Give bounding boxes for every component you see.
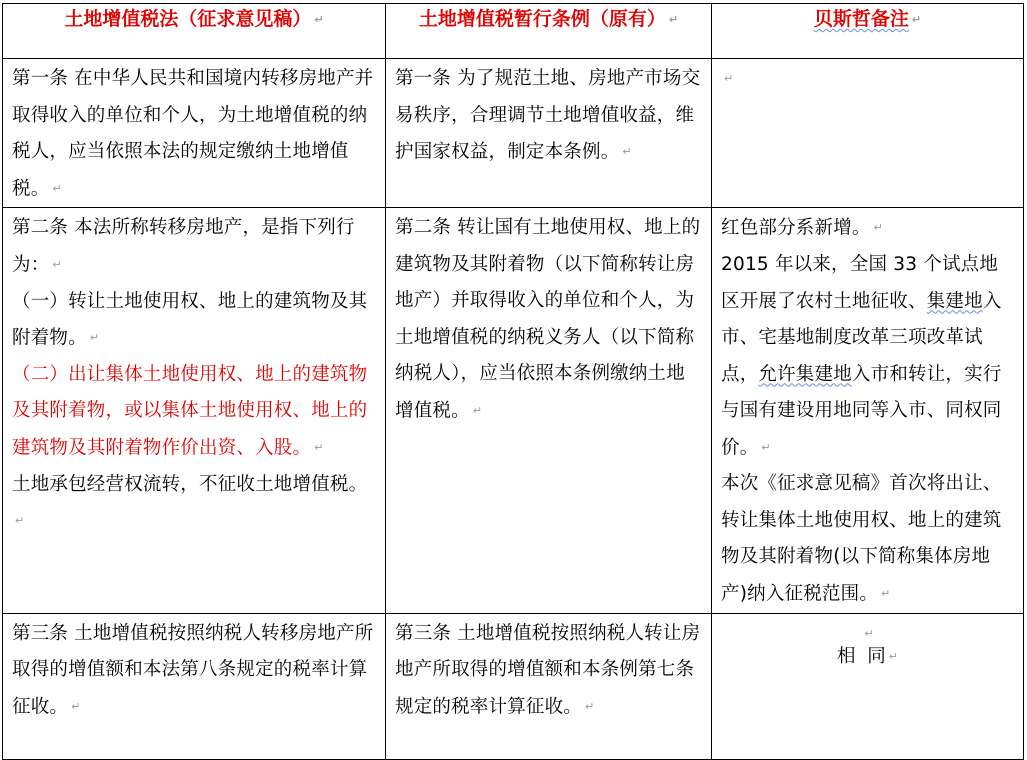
draft-article-2-item-1: （一）转让土地使用权、地上的建筑物及其附着物。: [12, 290, 368, 349]
comparison-table: [2, 3, 1024, 760]
cell-draft-article-1: [3, 59, 386, 208]
cell-draft-article-3: [3, 613, 386, 759]
table-row: [3, 208, 1024, 613]
draft-article-1-text: 第一条 在中华人民共和国境内转移房地产并取得收入的单位和个人，为土地增值税的纳税人，应当依照本法的规定缴纳土地增值税。: [12, 68, 374, 199]
paragraph-mark-icon: ↵: [472, 403, 483, 417]
header-interim-regulation: [386, 4, 712, 59]
paragraph-mark-icon: ↵: [314, 440, 324, 454]
draft-article-3-text: 第三条 土地增值税按照纳税人转移房地产所取得的增值额和本法第八条规定的税率计算征收。: [12, 622, 374, 717]
table-row: [3, 59, 1024, 208]
header-draft-law: [3, 4, 386, 59]
note-article-2-p2-d: 允许集建地: [758, 363, 852, 385]
cell-original-article-2: [386, 208, 712, 613]
paragraph-mark-icon: ↵: [873, 221, 884, 235]
paragraph-mark-icon: ↵: [881, 586, 891, 600]
cell-draft-article-2: [3, 208, 386, 613]
paragraph-mark-icon: ↵: [585, 699, 595, 713]
paragraph-mark-icon: ↵: [89, 331, 100, 344]
draft-article-2-item-2-new: （二）出让集体土地使用权、地上的建筑物及其附着物，或以集体土地使用权、地上的建筑物及其附着物作价出资、入股。: [12, 363, 368, 458]
paragraph-mark-icon: ↵: [15, 514, 25, 527]
note-article-2-p2-a: 2015 年以来，全国 33 个试点地区开展了农村土地征收、: [721, 254, 999, 312]
original-article-3-text: 第三条 土地增值税按照纳税人转让房地产所取得的增值额和本条例第七条规定的税率计算征收。: [395, 622, 701, 717]
header-notes: [712, 4, 1024, 59]
note-article-2-p3: 本次《征求意见稿》首次将出让、转让集体土地使用权、地上的建筑物及其附着物(以下简称集体房地产)纳入征税范围。: [721, 473, 1002, 604]
cell-note-article-1: [712, 59, 1024, 208]
paragraph-mark-icon: ↵: [52, 181, 62, 195]
draft-article-2-tail: 土地承包经营权流转，不征收土地增值税。: [12, 473, 368, 495]
note-article-2-line-1: 红色部分系新增。: [721, 217, 871, 239]
paragraph-mark-icon: ↵: [761, 440, 771, 454]
cell-note-article-2: [712, 208, 1024, 613]
table-row: [3, 613, 1024, 759]
paragraph-mark-icon: ↵: [622, 145, 632, 158]
paragraph-mark-icon: ↵: [668, 13, 679, 26]
original-article-2-text: 第二条 转让国有土地使用权、地上的建筑物及其附着物（以下简称转让房地产）并取得收入的单位和个人，为土地增值税的纳税义务人（以下简称纳税人），应当依照本条例缴纳土地增值税。: [395, 217, 701, 421]
paragraph-mark-icon: ↵: [888, 649, 898, 663]
header-interim-regulation-text: 土地增值税暂行条例（原有）: [418, 8, 666, 30]
paragraph-mark-icon: ↵: [52, 257, 62, 271]
paragraph-mark-icon: ↵: [314, 13, 324, 26]
header-row: [3, 4, 1024, 59]
cell-note-article-3: [712, 613, 1024, 759]
paragraph-mark-icon: ↵: [71, 699, 81, 713]
paragraph-mark-icon: ↵: [911, 13, 922, 26]
note-article-2-p2-c: 入市、宅基地制度改革三项改革试点，: [721, 290, 1002, 385]
note-article-3-text: 相 同: [837, 645, 886, 667]
header-notes-text: 贝斯哲备注: [813, 8, 909, 30]
paragraph-mark-icon: ↵: [724, 72, 734, 85]
original-article-1-text: 第一条 为了规范土地、房地产市场交易秩序，合理调节土地增值收益，维护国家权益，制定本条例。: [395, 68, 701, 163]
note-article-2-p2-b: 集建地: [926, 290, 983, 312]
paragraph-mark-icon: ↵: [864, 626, 874, 640]
note-article-2-p2-e: 入市和转让，实行与国有建设用地同等入市、同权同价。: [721, 363, 1002, 458]
draft-article-2-intro: 第二条 本法所称转移房地产，是指下列行为：: [12, 217, 355, 275]
header-draft-law-text: 土地增值税法（征求意见稿）: [64, 8, 312, 30]
cell-original-article-1: [386, 59, 712, 208]
cell-original-article-3: [386, 613, 712, 759]
